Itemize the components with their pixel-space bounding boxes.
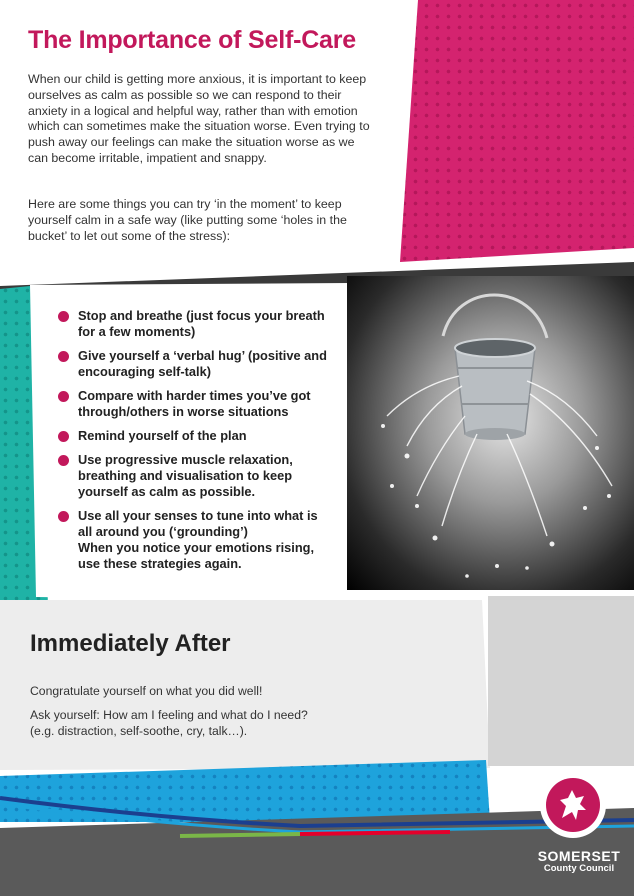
bullet-dot-icon bbox=[58, 431, 69, 442]
list-item-line: Use all your senses to tune into what is all around you (‘grounding’) bbox=[78, 508, 318, 539]
bullet-dot-icon bbox=[58, 391, 69, 402]
strategy-list bbox=[58, 308, 333, 580]
logo-text bbox=[530, 849, 628, 875]
bullet-dot-icon bbox=[58, 311, 69, 322]
list-item bbox=[58, 508, 333, 572]
list-item-line: When you notice your emotions rising, use these strategies again. bbox=[78, 540, 315, 571]
bucket-icon bbox=[347, 276, 634, 590]
list-item: Remind yourself of the plan bbox=[58, 428, 333, 444]
page-title: The Importance of Self-Care bbox=[28, 26, 356, 54]
colour-stripes bbox=[0, 778, 634, 838]
list-item: Stop and breathe (just focus your breath for a few moments) bbox=[58, 308, 333, 340]
list-item: Give yourself a ‘verbal hug’ (positive and encouraging self-talk) bbox=[58, 348, 333, 380]
section-title: Immediately After bbox=[30, 630, 231, 657]
bullet-dot-icon bbox=[58, 511, 69, 522]
wyvern-badge-icon bbox=[546, 778, 600, 832]
logo-line-2: County Council bbox=[543, 863, 615, 874]
leaking-bucket-photo bbox=[347, 276, 634, 590]
after-paragraph-2: Ask yourself: How am I feeling and what do I need? (e.g. distraction, self-soothe, cry, talk…). bbox=[30, 708, 308, 738]
logo-line-1: SOMERSET bbox=[537, 848, 621, 864]
somerset-logo bbox=[540, 772, 606, 838]
intro-paragraph-2: Here are some things you can try ‘in the moment’ to keep yourself calm in a safe way (like putting some ‘holes in the bucket’ to let out some of the stress): bbox=[28, 197, 347, 243]
bullet-dot-icon bbox=[58, 351, 69, 362]
list-item: Compare with harder times you’ve got through/others in worse situations bbox=[58, 388, 333, 420]
grey-lower-right bbox=[488, 596, 634, 766]
after-paragraph: Congratulate yourself on what you did well! bbox=[30, 684, 263, 698]
bullet-dot-icon bbox=[58, 455, 69, 466]
intro-paragraph: When our child is getting more anxious, it is important to keep ourselves as calm as possible so we can respond to their anxiety in a logical and helpful way, rather than with emotion which can sometimes make the situation worse. Even trying to push away our feelings can make the situation worse as we can become irritable, impatient and snappy. bbox=[28, 72, 370, 165]
list-item: Use progressive muscle relaxation, breathing and visualisation to keep yourself as calm as possible. bbox=[58, 452, 333, 500]
pink-dotted-panel bbox=[388, 0, 634, 262]
